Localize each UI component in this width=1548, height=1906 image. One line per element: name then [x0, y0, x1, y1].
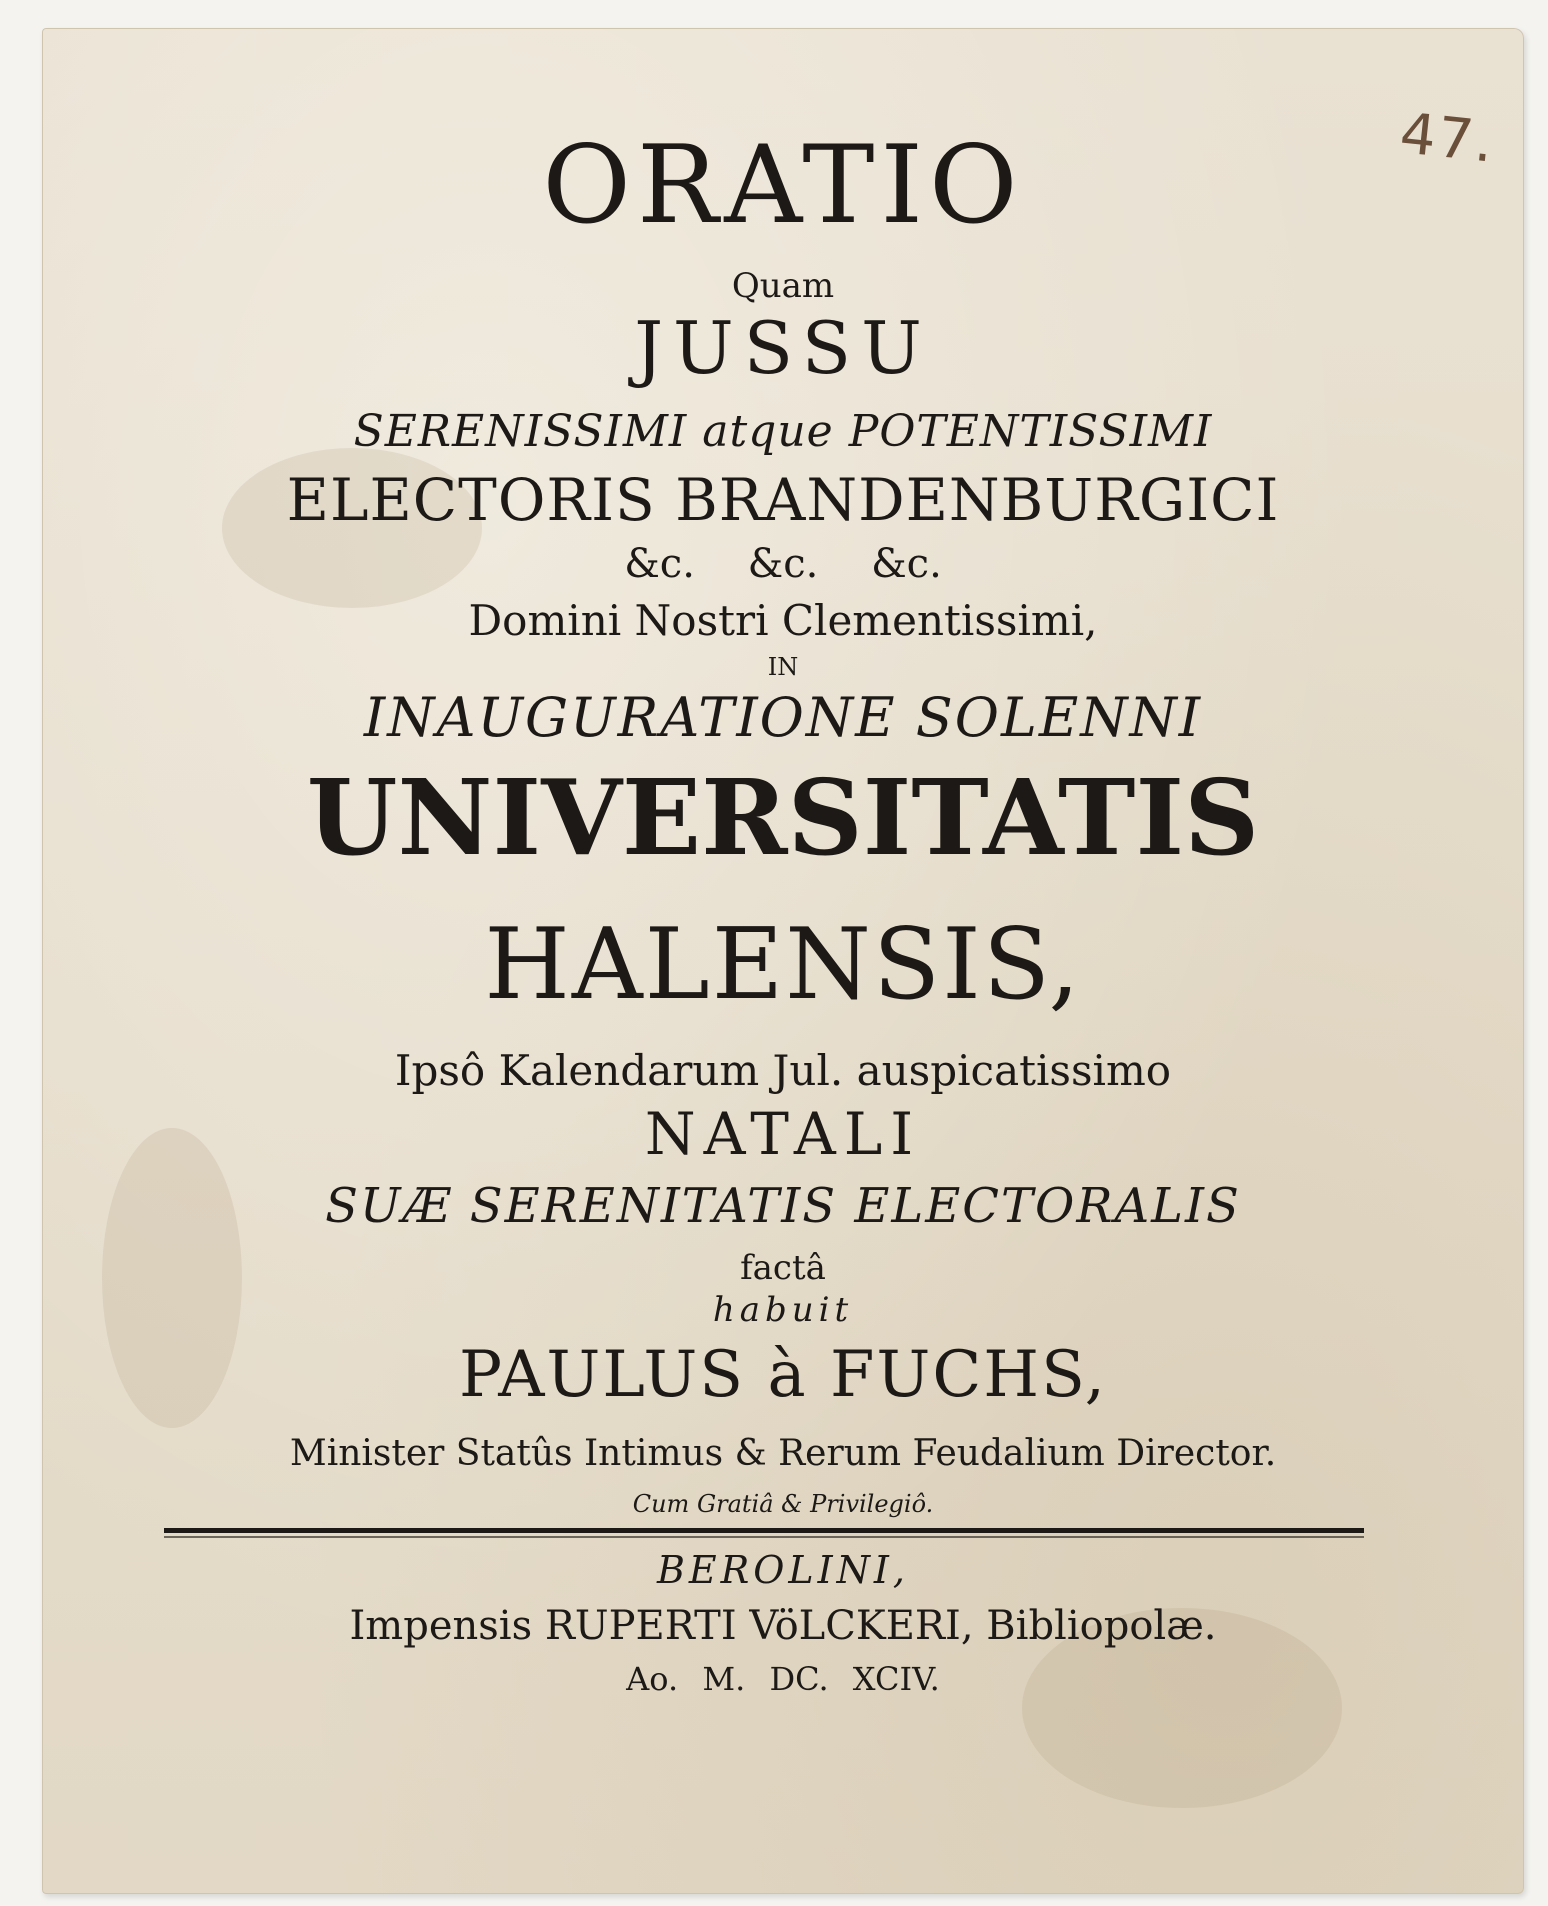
title-etc: &c. &c. &c. — [624, 541, 942, 587]
title-facta: factâ — [740, 1248, 826, 1288]
author-name: PAULUS à FUCHS, — [459, 1338, 1107, 1412]
title-oratio: ORATIO — [542, 123, 1024, 248]
imprint-year: Ao. M. DC. XCIV. — [626, 1660, 940, 1698]
title-ipso: Ipsô Kalendarum Jul. auspicatissimo — [394, 1046, 1172, 1095]
title-universitatis: UNIVERSITATIS — [306, 756, 1260, 879]
privilege-line: Cum Gratiâ & Privilegiô. — [632, 1490, 934, 1518]
divider-rule — [164, 1528, 1364, 1533]
title-domini: Domini Nostri Clementissimi, — [468, 596, 1098, 645]
title-in: IN — [767, 653, 799, 681]
title-serenissimi: SERENISSIMI atque POTENTISSIMI — [353, 406, 1213, 457]
divider-rule-thin — [164, 1536, 1364, 1538]
title-jussu: JUSSU — [634, 306, 932, 390]
title-quam: Quam — [731, 266, 835, 306]
title-natali: NATALI — [644, 1100, 922, 1168]
title-inauguratione: INAUGURATIONE SOLENNI — [363, 686, 1203, 749]
title-electoris: ELECTORIS BRANDENBURGICI — [286, 466, 1280, 534]
title-halensis: HALENSIS, — [484, 908, 1082, 1022]
author-title: Minister Statûs Intimus & Rerum Feudalium Director. — [289, 1433, 1277, 1474]
title-page — [42, 28, 1524, 1894]
imprint-place: BEROLINI, — [656, 1548, 909, 1592]
title-suae: SUÆ SERENITATIS ELECTORALIS — [325, 1178, 1241, 1234]
shelfmark-annotation: 47. — [1396, 101, 1499, 176]
imprint-publisher: Impensis RUPERTI VöLCKERI, Bibliopolæ. — [349, 1603, 1217, 1649]
title-habuit: habuit — [712, 1290, 854, 1330]
